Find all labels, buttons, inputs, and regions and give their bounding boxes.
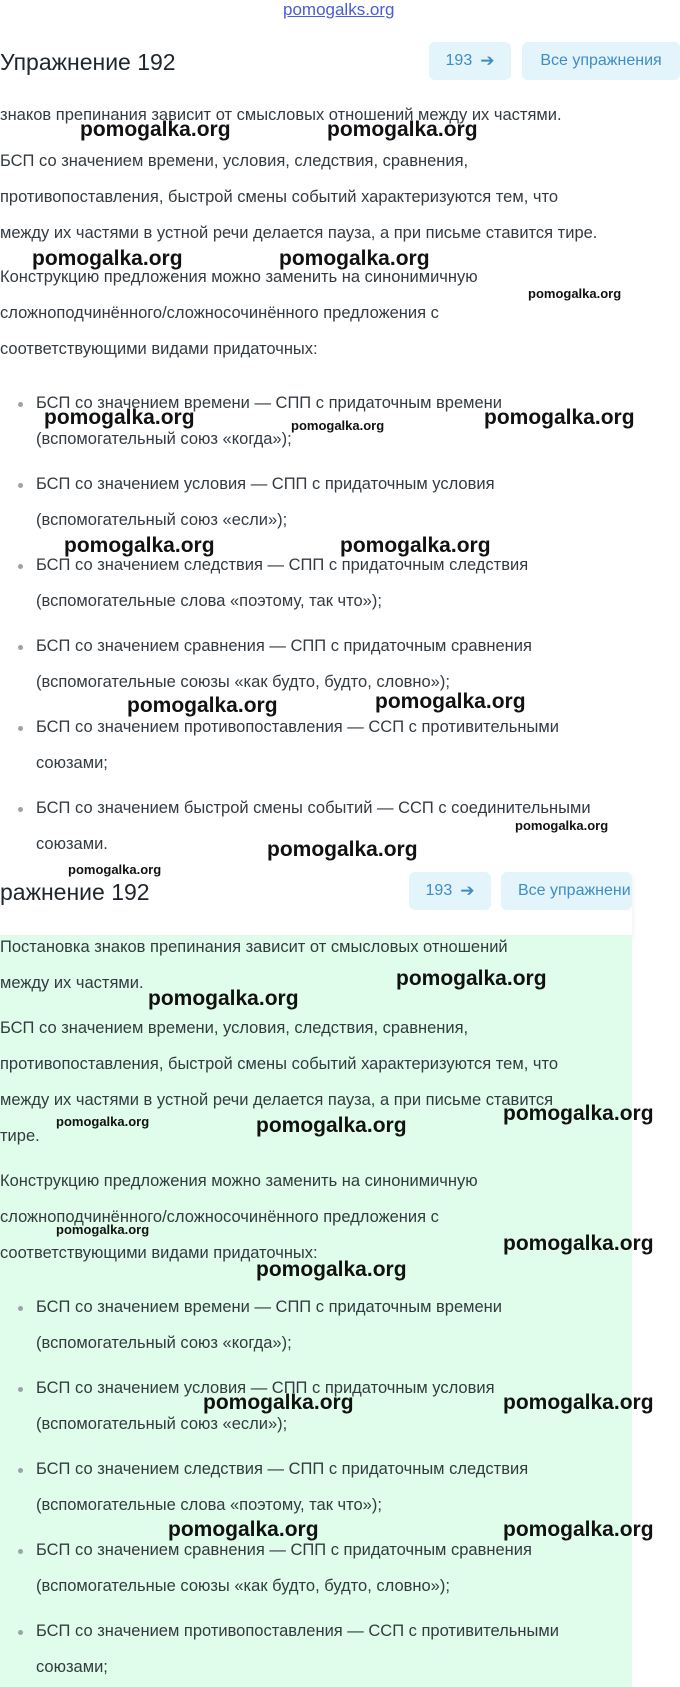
watermark: pomogalka.org (503, 1102, 654, 1125)
list-item: БСП со значением противопоставления — ССП с противительными (36, 1622, 559, 1640)
watermark: pomogalka.org (64, 534, 215, 557)
list-bullet (18, 1387, 23, 1392)
watermark: pomogalka.org (203, 1391, 354, 1414)
all-exercises-button[interactable] (522, 42, 680, 80)
all-exercises-label: Все упражнения (540, 52, 662, 69)
paragraph-line: между их частями. (0, 974, 144, 992)
arrow-right-icon: ➔ (460, 881, 475, 900)
list-item: БСП со значением условия — СПП с придаточным условия (36, 1379, 495, 1397)
watermark: pomogalka.org (528, 286, 622, 301)
list-item: БСП со значением противопоставления — ССП с противительными (36, 718, 559, 736)
watermark: pomogalka.org (80, 118, 231, 141)
list-item-cont: союзами. (36, 835, 108, 853)
list-item-cont: (вспомогательный союз «если»); (36, 511, 288, 529)
paragraph-line: Конструкцию предложения можно заменить на синонимичную (0, 268, 478, 286)
list-item-cont: (вспомогательный союз «когда»); (36, 430, 292, 448)
watermark: pomogalka.org (44, 406, 195, 429)
watermark: pomogalka.org (68, 862, 162, 877)
list-item-cont: (вспомогательные слова «поэтому, так что»); (36, 592, 382, 610)
list-item: БСП со значением сравнения — СПП с придаточным сравнения (36, 1541, 532, 1559)
watermark: pomogalka.org (56, 1114, 150, 1129)
paragraph-line: сложноподчинённого/сложносочинённого предложения с (0, 304, 439, 322)
next-exercise-button[interactable] (429, 42, 511, 80)
list-bullet (18, 645, 23, 650)
watermark: pomogalka.org (375, 690, 526, 713)
paragraph-line: соответствующими видами придаточных: (0, 1244, 318, 1262)
list-bullet (18, 726, 23, 731)
paragraph-line: противопоставления, быстрой смены событий характеризуются тем, что (0, 1055, 559, 1073)
list-bullet (18, 807, 23, 812)
list-item-cont: (вспомогательный союз «когда»); (36, 1334, 292, 1352)
list-item-cont: (вспомогательные слова «поэтому, так что»); (36, 1496, 382, 1514)
watermark: pomogalka.org (484, 406, 635, 429)
watermark: pomogalka.org (168, 1518, 319, 1541)
next-exercise-button-2[interactable] (409, 872, 491, 910)
list-bullet (18, 1630, 23, 1635)
watermark: pomogalka.org (503, 1518, 654, 1541)
list-item: БСП со значением времени — СПП с придаточным времени (36, 394, 503, 412)
watermark: pomogalka.org (127, 694, 278, 717)
page-title: Упражнение 192 (0, 48, 176, 75)
watermark: pomogalka.org (148, 987, 299, 1010)
list-bullet (18, 402, 23, 407)
watermark: pomogalka.org (256, 1114, 407, 1137)
paragraph-line: БСП со значением времени, условия, следствия, сравнения, (0, 1019, 469, 1037)
watermark: pomogalka.org (515, 818, 609, 833)
watermark: pomogalka.org (503, 1232, 654, 1255)
paragraph-line: БСП со значением времени, условия, следствия, сравнения, (0, 152, 469, 170)
watermark: pomogalka.org (396, 967, 547, 990)
list-bullet (18, 564, 23, 569)
page-title-2: ражнение 192 (0, 878, 150, 905)
list-bullet (18, 1306, 23, 1311)
list-item-cont: союзами; (36, 1658, 108, 1676)
list-item-cont: (вспомогательные союзы «как будто, будто, словно»); (36, 1577, 450, 1595)
watermark: pomogalka.org (340, 534, 491, 557)
paragraph-line: тире. (0, 1127, 40, 1145)
watermark: pomogalka.org (256, 1258, 407, 1281)
list-item: БСП со значением времени — СПП с придаточным времени (36, 1298, 503, 1316)
paragraph-line: между их частями в устной речи делается пауза, а при письме ставится (0, 1091, 554, 1109)
watermark: pomogalka.org (267, 838, 418, 861)
list-item-cont: (вспомогательный союз «если»); (36, 1415, 288, 1433)
list-item-cont: (вспомогательные союзы «как будто, будто, словно»); (36, 673, 450, 691)
watermark: pomogalka.org (32, 247, 183, 270)
all-exercises-button-2[interactable] (501, 872, 632, 910)
paragraph-line: Конструкцию предложения можно заменить на синонимичную (0, 1172, 478, 1190)
list-bullet (18, 483, 23, 488)
list-bullet (18, 1468, 23, 1473)
paragraph-line: Постановка знаков препинания зависит от смысловых отношений (0, 938, 508, 956)
site-link-top[interactable]: pomogalks.org (283, 0, 395, 19)
list-item: БСП со значением быстрой смены событий — ССП с соединительными (36, 799, 591, 817)
watermark: pomogalka.org (327, 118, 478, 141)
all-exercises-label-2: Все упражнени (518, 882, 631, 899)
watermark: pomogalka.org (56, 1222, 150, 1237)
arrow-right-icon: ➔ (480, 51, 495, 70)
watermark: pomogalka.org (291, 418, 385, 433)
next-exercise-label: 193 (445, 52, 473, 69)
paragraph-line: сложноподчинённого/сложносочинённого предложения с (0, 1208, 439, 1226)
watermark: pomogalka.org (279, 247, 430, 270)
watermark: pomogalka.org (503, 1391, 654, 1414)
list-item: БСП со значением следствия — СПП с придаточным следствия (36, 1460, 529, 1478)
paragraph-line: противопоставления, быстрой смены событий характеризуются тем, что (0, 188, 559, 206)
list-item-cont: союзами; (36, 754, 108, 772)
next-exercise-label-2: 193 (425, 882, 453, 899)
paragraph-line: знаков препинания зависит от смысловых отношений между их частями. (0, 106, 562, 124)
list-bullet (18, 1549, 23, 1554)
list-item: БСП со значением следствия — СПП с придаточным следствия (36, 556, 529, 574)
list-item: БСП со значением условия — СПП с придаточным условия (36, 475, 495, 493)
list-item: БСП со значением сравнения — СПП с придаточным сравнения (36, 637, 532, 655)
paragraph-line: между их частями в устной речи делается пауза, а при письме ставится тире. (0, 224, 598, 242)
paragraph-line: соответствующими видами придаточных: (0, 340, 318, 358)
